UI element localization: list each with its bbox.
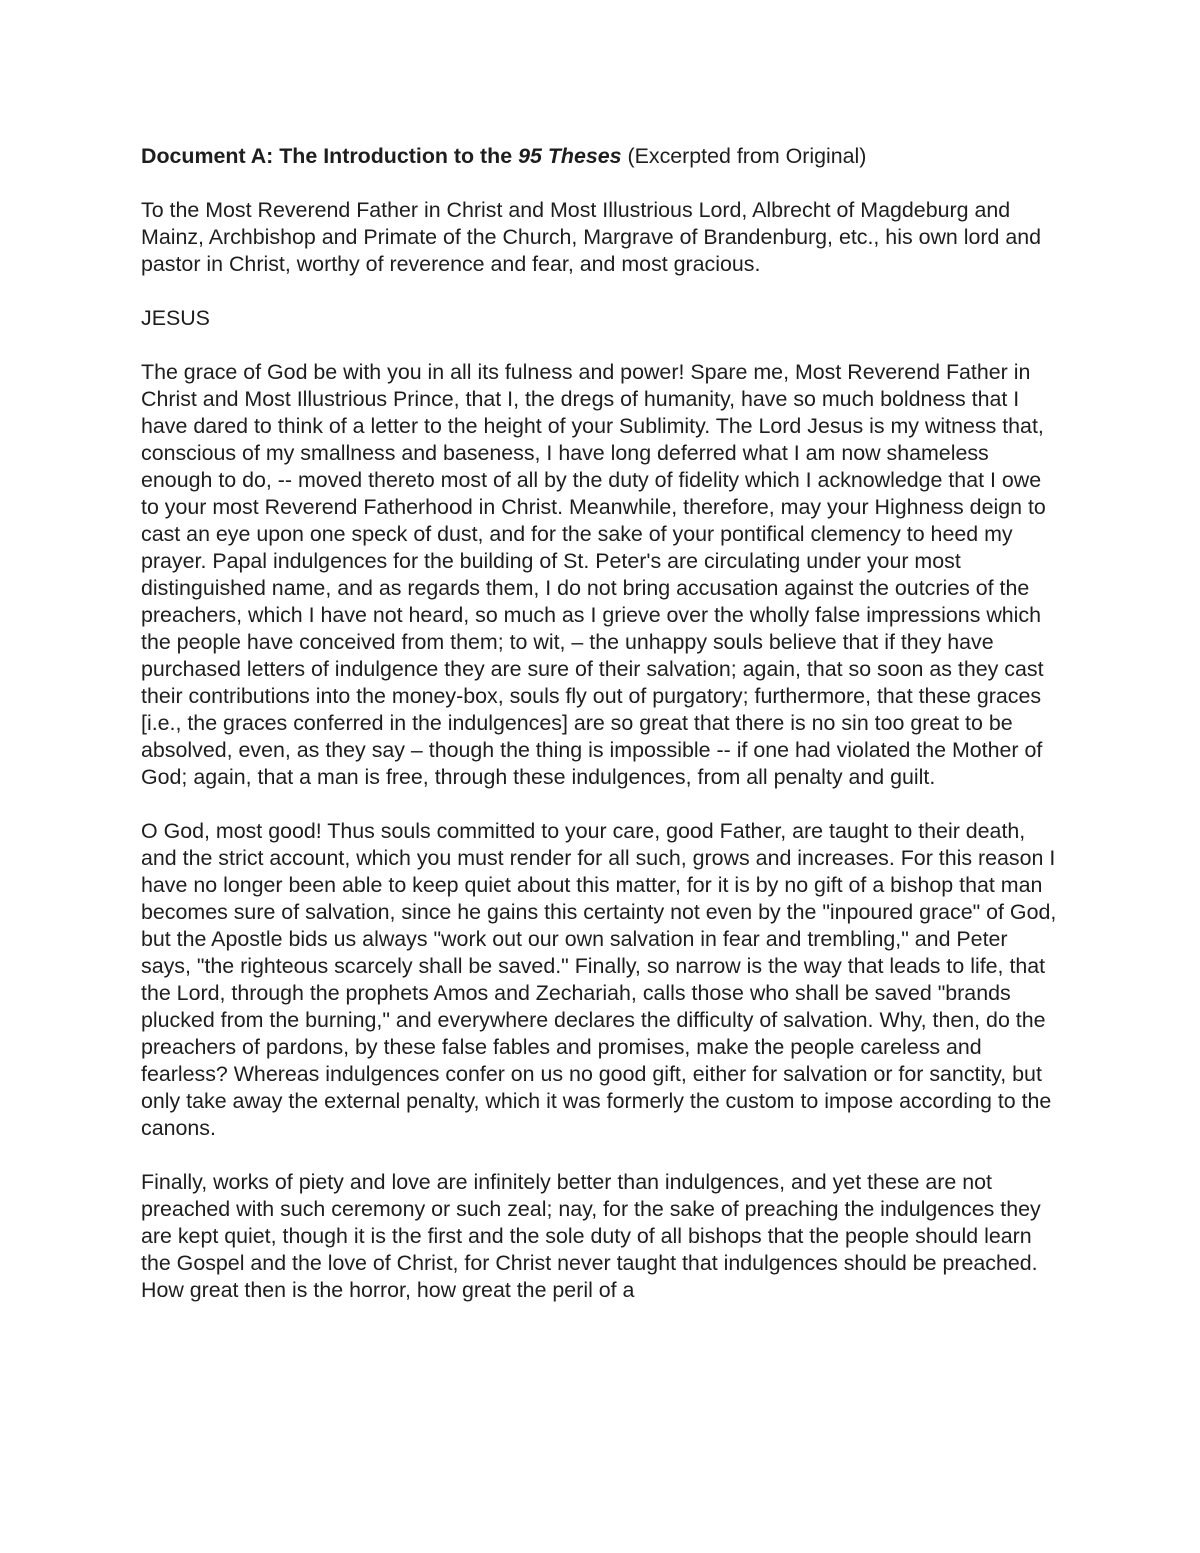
- document-title: [141, 143, 1061, 170]
- body-paragraph-2: O God, most good! Thus souls committed to your care, good Father, are taught to their death, and the strict account, which you must render for all such, grows and increases. For this reason I have no longer been able to keep quiet about this matter, for it is by no gift of a bishop that man becomes sure of salvation, since he gains this certainty not even by the "inpoured grace" of God, but the Apostle bids us always "work out our own salvation in fear and trembling," and Peter says, "the righteous scarcely shall be saved." Finally, so narrow is the way that leads to life, that the Lord, through the prophets Amos and Zechariah, calls those who shall be saved "brands plucked from the burning," and everywhere declares the difficulty of salvation. Why, then, do the preachers of pardons, by these false fables and promises, make the people careless and fearless? Whereas indulgences confer on us no good gift, either for salvation or for sanctity, but only take away the external penalty, which it was formerly the custom to impose according to the canons.: [141, 819, 1057, 1140]
- body-paragraph-3: Finally, works of piety and love are infinitely better than indulgences, and yet these are not preached with such ceremony or such zeal; nay, for the sake of preaching the indulgences they are kept quiet, though it is the first and the sole duty of all bishops that the people should learn the Gospel and the love of Christ, for Christ never taught that indulgences should be preached. How great then is the horror, how great the peril of a: [141, 1170, 1041, 1302]
- title-suffix: (Excerpted from Original): [621, 144, 867, 168]
- address-paragraph: To the Most Reverend Father in Christ and Most Illustrious Lord, Albrecht of Magdeburg and Mainz, Archbishop and Primate of the Church, Margrave of Brandenburg, etc., his own lord and pastor in Christ, worthy of reverence and fear, and most gracious.: [141, 198, 1042, 276]
- title-bold-prefix: Document A: The Introduction to the: [141, 144, 519, 168]
- salutation: JESUS: [141, 306, 210, 330]
- document-body: [141, 143, 1061, 1331]
- body-paragraph-1: The grace of God be with you in all its fulness and power! Spare me, Most Reverend Father in Christ and Most Illustrious Prince, that I, the dregs of humanity, have so much boldness that I have dared to think of a letter to the height of your Sublimity. The Lord Jesus is my witness that, conscious of my smallness and baseness, I have long deferred what I am now shameless enough to do, -- moved thereto most of all by the duty of fidelity which I acknowledge that I owe to your most Reverend Fatherhood in Christ. Meanwhile, therefore, may your Highness deign to cast an eye upon one speck of dust, and for the sake of your pontifical clemency to heed my prayer. Papal indulgences for the building of St. Peter's are circulating under your most distinguished name, and as regards them, I do not bring accusation against the outcries of the preachers, which I have not heard, so much as I grieve over the wholly false impressions which the people have conceived from them; to wit, – the unhappy souls believe that if they have purchased letters of indulgence they are sure of their salvation; again, that so soon as they cast their contributions into the money-box, souls fly out of purgatory; furthermore, that these graces [i.e., the graces conferred in the indulgences] are so great that there is no sin too great to be absolved, even, as they say – though the thing is impossible -- if one had violated the Mother of God; again, that a man is free, through these indulgences, from all penalty and guilt.: [141, 360, 1046, 789]
- title-italic-work: 95 Theses: [518, 144, 622, 168]
